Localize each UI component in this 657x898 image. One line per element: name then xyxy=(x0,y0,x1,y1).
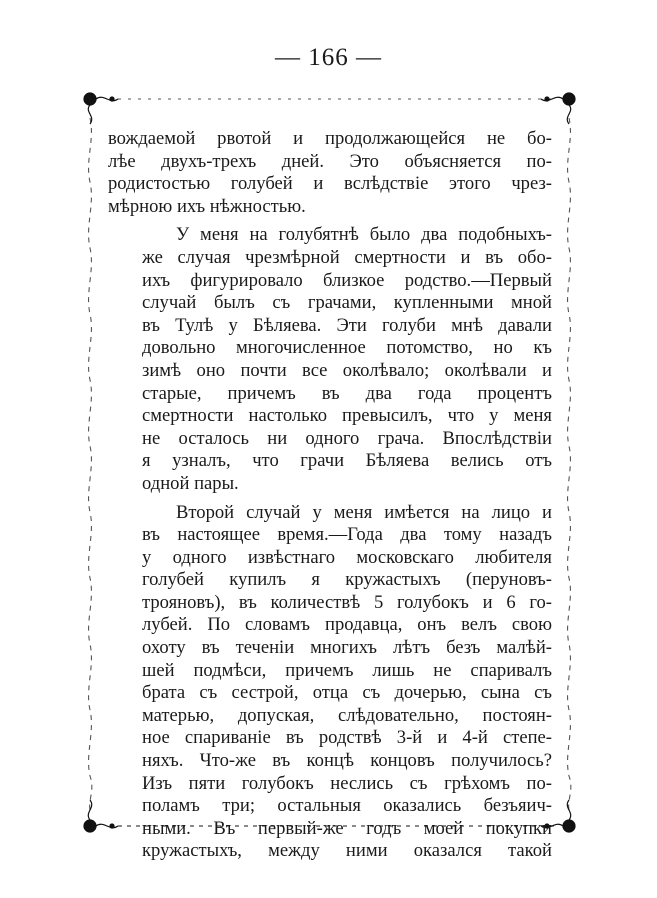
page-number: — 166 — xyxy=(275,44,382,71)
text-line: брата съ сестрой, отца съ дочерью, сына съ xyxy=(142,682,552,704)
paragraph-2 xyxy=(108,224,552,495)
text-line: охоту въ теченiи многихъ лѣтъ безъ малѣй- xyxy=(142,637,552,659)
body-text xyxy=(108,128,552,863)
text-line: ное спариванiе въ родствѣ 3-й и 4-й степе- xyxy=(142,727,552,749)
text-line: въ настоящее время.—Года два тому назадъ xyxy=(142,524,552,546)
text-line: кружастыхъ, между ними оказался такой xyxy=(142,840,552,862)
text-line: я узналъ, что грачи Бѣляева велись отъ xyxy=(142,450,552,472)
text-line: вождаемой рвотой и продолжающейся не бо- xyxy=(108,128,552,149)
text-line: Второй случай у меня имѣется на лицо и xyxy=(176,501,552,523)
text-line: ихъ фигурировало близкое родство.—Первый xyxy=(142,269,552,291)
text-line: довольно многочисленное потомство, но къ xyxy=(142,337,552,359)
text-line: лубей. По словамъ продавца, онъ велъ свою xyxy=(142,614,552,636)
text-line: въ Тулѣ у Бѣляева. Эти голуби мнѣ давали xyxy=(142,314,552,336)
paragraph-1 xyxy=(108,128,552,218)
text-line: шей подмѣси, причемъ лишь не спаривалъ xyxy=(142,659,552,681)
text-line: матерью, допуская, слѣдовательно, постоян- xyxy=(142,704,552,726)
text-line: одной пары. xyxy=(142,472,239,494)
text-line: голубей купилъ я кружастыхъ (перуновъ- xyxy=(142,569,552,591)
text-line: же случая чрезмѣрной смертности и въ обо- xyxy=(142,246,552,268)
text-line: ными. Въ первый-же годъ моей покупки xyxy=(142,817,552,839)
text-line: У меня на голубятнѣ было два подобныхъ- xyxy=(176,224,552,246)
text-line: лѣе двухъ-трехъ дней. Это объясняется по- xyxy=(108,150,552,172)
text-line: у одного извѣстнаго московскаго любителя xyxy=(142,546,552,568)
text-line: мѣрною ихъ нѣжностью. xyxy=(108,195,306,217)
text-line: смертности настолько превысилъ, что у меня xyxy=(142,405,552,427)
text-line: зимѣ оно почти все околѣвало; околѣвали и xyxy=(142,359,552,381)
text-line: не осталось ни одного грача. Впослѣдствiи xyxy=(142,427,552,449)
text-line: Изъ пяти голубокъ неслись съ грѣхомъ по- xyxy=(142,772,552,794)
corner-ornament-top-left xyxy=(84,93,118,124)
text-line: трояновъ), въ количествѣ 5 голубокъ и 6 го- xyxy=(142,591,552,613)
text-line: случай былъ съ грачами, купленными мной xyxy=(142,292,552,314)
paragraph-3 xyxy=(108,502,552,864)
text-line: старые, причемъ въ два года процентъ xyxy=(142,382,552,404)
corner-ornament-top-right xyxy=(541,93,575,124)
text-line: родистостью голубей и вслѣдствiе этого чрез- xyxy=(108,173,552,195)
text-line: поламъ три; остальныя оказались безъяич- xyxy=(142,795,552,817)
text-line: няхъ. Что-же въ концѣ концовъ получилось? xyxy=(142,750,552,772)
